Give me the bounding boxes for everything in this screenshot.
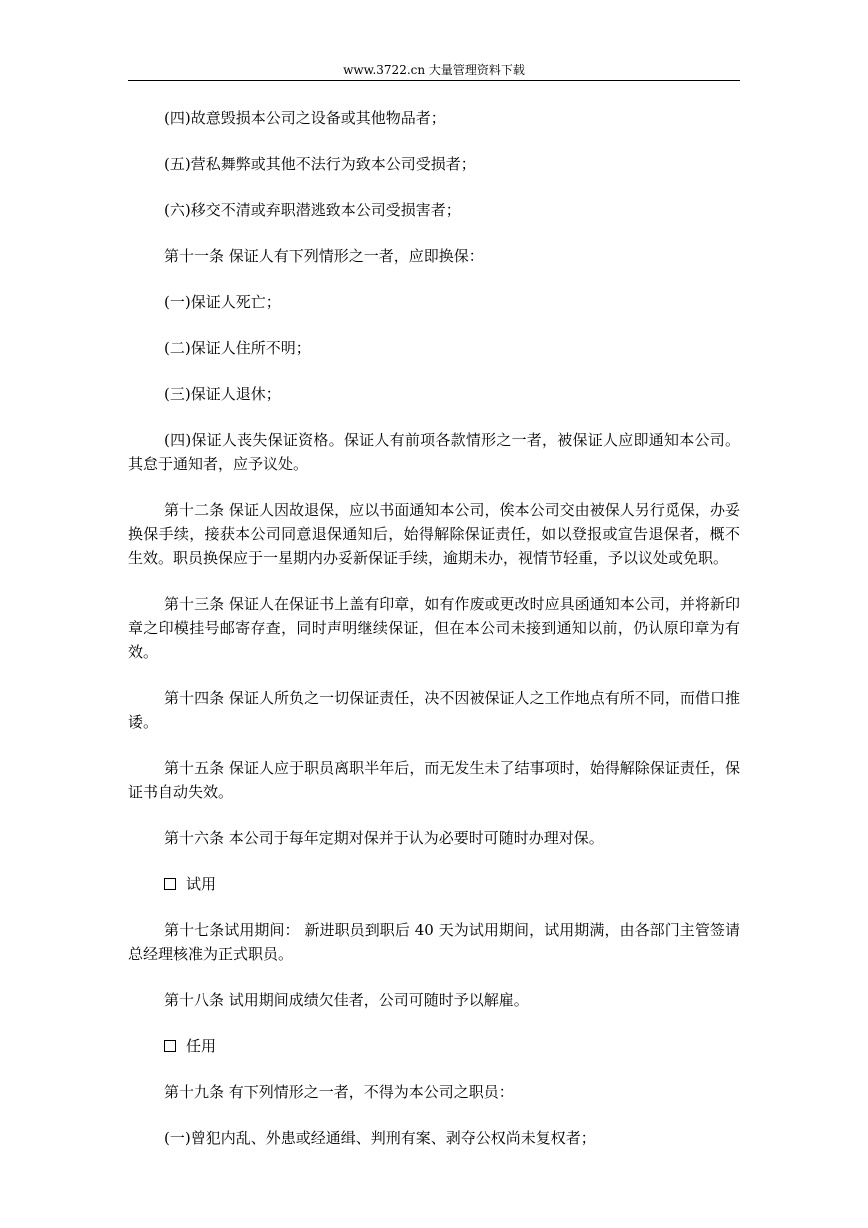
- section-heading-probation: [128, 872, 740, 896]
- article-19: 第十九条 有下列情形之一者，不得为本公司之职员：: [164, 1083, 514, 1101]
- article-13: 第十三条 保证人在保证书上盖有印章，如有作废或更改时应具函通知本公司，并将新印章之印模挂号邮寄存查，同时声明继续保证，但在本公司未接到通知以前，仍认原印章为有效。: [128, 595, 740, 661]
- article-18: 第十八条 试用期间成绩欠佳者，公司可随时予以解雇。: [164, 991, 529, 1009]
- article-12: 第十二条 保证人因故退保，应以书面通知本公司，俟本公司交由被保人另行觅保，办妥换保手续，接获本公司同意退保通知后，始得解除保证责任，如以登报或宣告退保者，概不生效。职员换保应于一星期内办妥新保证手续，逾期未办，视情节轻重，予以议处或免职。: [128, 501, 740, 567]
- paragraph: (五)营私舞弊或其他不法行为致本公司受损者；: [164, 155, 476, 173]
- document-body: [128, 106, 740, 1150]
- paragraph: (二)保证人住所不明；: [164, 339, 311, 357]
- checkbox-square-icon: [164, 1040, 176, 1052]
- section-heading-label: 任用: [186, 1037, 217, 1055]
- article-16: 第十六条 本公司于每年定期对保并于认为必要时可随时办理对保。: [164, 829, 604, 847]
- section-heading-label: 试用: [186, 875, 217, 893]
- page-header: www.3722.cn 大量管理资料下载: [343, 63, 525, 77]
- paragraph: (一)保证人死亡；: [164, 293, 281, 311]
- header-rule: [128, 80, 740, 81]
- article-15: 第十五条 保证人应于职员离职半年后，而无发生未了结事项时，始得解除保证责任，保证书自动失效。: [128, 759, 740, 801]
- paragraph: (三)保证人退休；: [164, 385, 281, 403]
- checkbox-square-icon: [164, 878, 176, 890]
- article-17: 第十七条试用期间： 新进职员到职后 40 天为试用期间，试用期满，由各部门主管签请总经理核准为正式职员。: [128, 921, 740, 963]
- section-heading-appointment: [128, 1034, 740, 1058]
- paragraph: (四)保证人丧失保证资格。保证人有前项各款情形之一者，被保证人应即通知本公司。其怠于通知者，应予议处。: [128, 431, 740, 473]
- paragraph: (六)移交不清或弃职潜逃致本公司受损害者；: [164, 201, 461, 219]
- paragraph: (一)曾犯内乱、外患或经通缉、判刑有案、剥夺公权尚未复权者；: [164, 1129, 596, 1147]
- article-14: 第十四条 保证人所负之一切保证责任，决不因被保证人之工作地点有所不同，而借口推诿。: [128, 689, 740, 731]
- article-11: 第十一条 保证人有下列情形之一者，应即换保：: [164, 247, 484, 265]
- paragraph: (四)故意毁损本公司之设备或其他物品者；: [164, 109, 446, 127]
